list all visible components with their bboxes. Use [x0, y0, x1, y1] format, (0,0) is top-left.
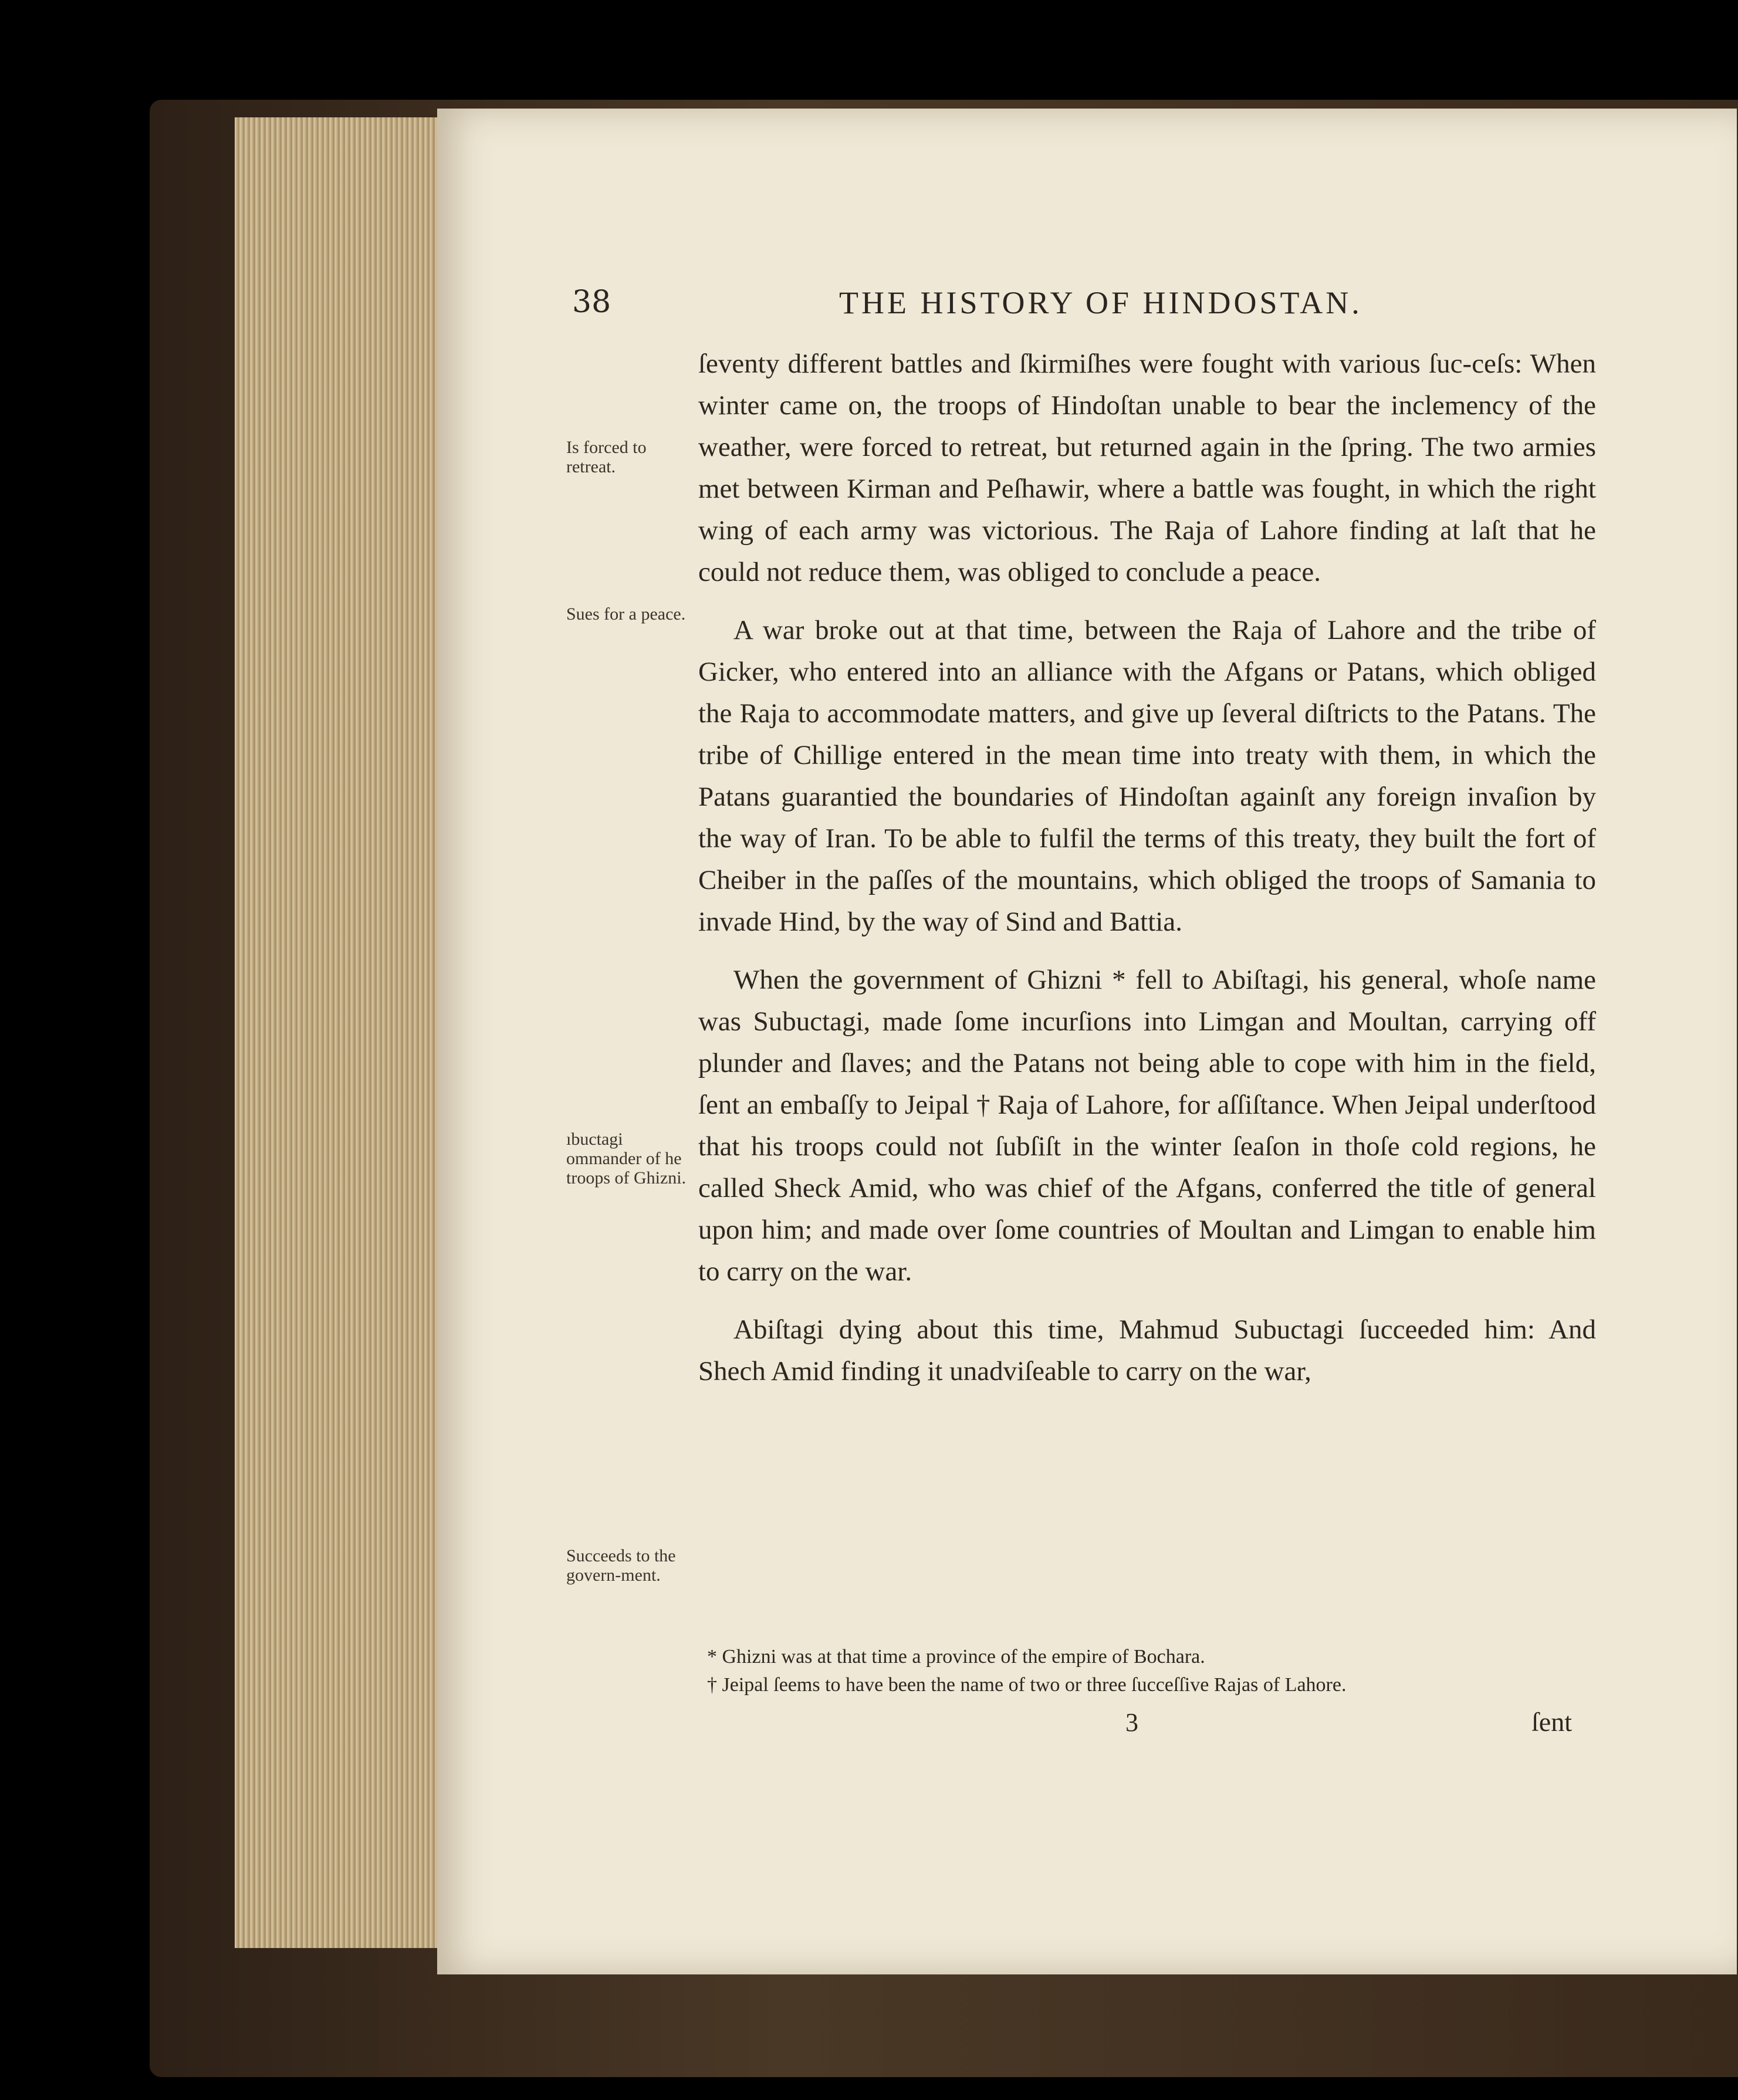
paragraph: Abiſtagi dying about this time, Mahmud Subuctagi ſucceeded him: And Shech Amid finding it unadviſeable to carry on the war, — [698, 1314, 1596, 1387]
footnote: † Jeipal ſeems to have been the name of two or three ſucceſſive Rajas of Lahore. — [707, 1674, 1347, 1696]
margin-note-subuctagi: ıbuctagi ommander of he troops of Ghizni. — [566, 1130, 687, 1188]
body-text — [698, 343, 1596, 1392]
signature-mark: 3 — [1125, 1708, 1138, 1737]
margin-note-succeeds: Succeeds to the govern-ment. — [566, 1546, 676, 1585]
paragraph: When the government of Ghizni * fell to Abiſtagi, his general, whoſe name was Subuctagi, made ſome incurſions into Limgan and Moultan, carrying off plunder and ſlaves; and the Patans not being able to cope with him in the field, ſent an embaſſy to Jeipal † Raja of Lahore, for aſſiſtance. When Jeipal underſtood that his troops could not ſubſiſt in the winter ſeaſon in thoſe cold regions, he called Sheck Amid, who was chief of the Afgans, conferred the title of general upon him; and made over ſome countries of Moultan and Limgan to enable him to carry on the war. — [698, 965, 1596, 1287]
running-title: THE HISTORY OF HINDOSTAN. — [839, 285, 1362, 320]
margin-note-retreat: Is forced to retreat. — [566, 438, 647, 476]
page-number: 38 — [572, 285, 611, 320]
paragraph: A war broke out at that time, between the Raja of Lahore and the tribe of Gicker, who entered into an alliance with the Afgans or Patans, which obliged the Raja to accommodate matters, and give up ſeveral diſtricts to the Patans. The tribe of Chillige entered in the mean time into treaty with them, in which the Patans guarantied the boundaries of Hindoſtan againſt any foreign invaſion by the way of Iran. To be able to fulfil the terms of this treaty, they built the fort of Cheiber in the paſſes of the mountains, which obliged the troops of Samania to invade Hind, by the way of Sind and Battia. — [698, 615, 1596, 937]
footnotes — [707, 1643, 1599, 1699]
paragraph: ſeventy different battles and ſkirmiſhes were fought with various ſuc-ceſs: When winter came on, the troops of Hindoſtan unable to bear the inclemency of the weather, were forced to retreat, but returned again in the ſpring. The two armies met between Kirman and Peſhawir, where a battle was fought, in which the right wing of each army was victorious. The Raja of Lahore finding at laſt that he could not reduce them, was obliged to conclude a peace. — [698, 349, 1596, 587]
catchword: ſent — [1531, 1707, 1572, 1737]
running-head — [572, 285, 1599, 332]
margin-note-peace: Sues for a peace. — [566, 604, 686, 624]
page-edges — [235, 117, 437, 1948]
footnote: * Ghizni was at that time a province of the empire of Bochara. — [707, 1646, 1205, 1668]
